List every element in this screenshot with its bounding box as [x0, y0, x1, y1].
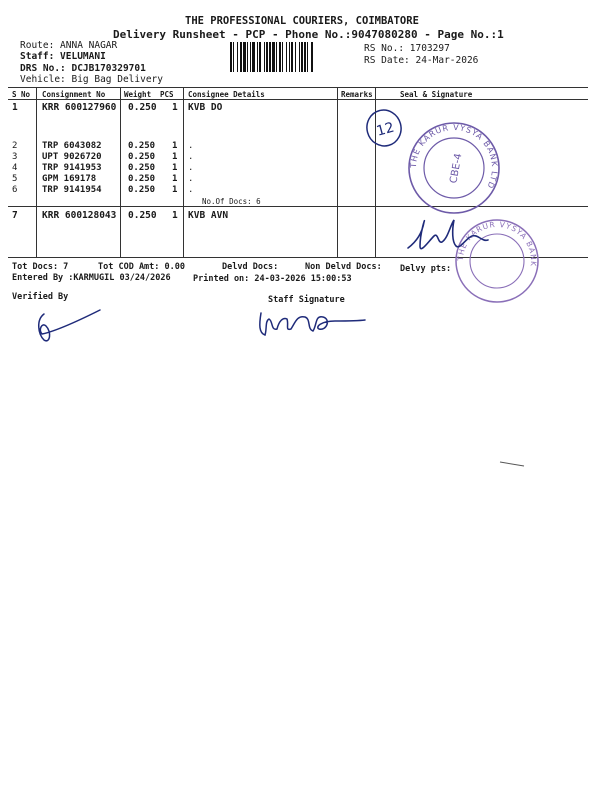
- col-divider-consignee: [337, 87, 338, 257]
- barcode: [230, 42, 360, 72]
- table-row-4-consignment: TRP 9141953: [42, 163, 102, 173]
- col-header-weight: Weight: [124, 90, 152, 99]
- table-row-5-pcs: 1: [172, 174, 178, 184]
- table-row-6-consignee: .: [188, 185, 194, 195]
- table-row-2-pcs: 1: [172, 141, 178, 151]
- no-of-docs: No.Of Docs: 6: [202, 197, 261, 206]
- table-row-7-consignee: KVB AVN: [188, 210, 229, 221]
- table-row-6-weight: 0.250: [128, 185, 156, 195]
- table-row-6-consignment: TRP 9141954: [42, 185, 102, 195]
- col-header-sno: S No: [12, 90, 31, 99]
- table-row-7-consignment: KRR 600128043: [42, 210, 117, 221]
- entered-by: Entered By :KARMUGIL 03/24/2026: [12, 273, 171, 283]
- table-row-7-sno: 7: [12, 210, 18, 221]
- table-row-5-sno: 5: [12, 174, 18, 184]
- table-row-3-consignment: UPT 9026720: [42, 152, 102, 162]
- col-divider-sno: [36, 87, 37, 257]
- col-header-pcs: PCS: [160, 90, 174, 99]
- printed-on: Printed on: 24-03-2026 15:00:53: [193, 274, 352, 284]
- table-row-3-pcs: 1: [172, 152, 178, 162]
- rs-date: RS Date: 24-Mar-2026: [364, 55, 479, 66]
- receiver-signature: [402, 212, 492, 262]
- verified-by-signature: [32, 304, 107, 349]
- table-row-4-sno: 4: [12, 163, 18, 173]
- table-row-2-sno: 2: [12, 141, 18, 151]
- non-delvd-docs: Non Delvd Docs:: [305, 262, 382, 272]
- staff-signature-label: Staff Signature: [268, 295, 345, 305]
- route-label: Route: ANNA NAGAR: [20, 40, 118, 51]
- delvd-docs: Delvd Docs:: [222, 262, 279, 272]
- staff-label: Staff: VELUMANI: [20, 51, 106, 62]
- col-header-remarks: Remarks: [341, 90, 373, 99]
- staff-signature: [255, 305, 370, 345]
- col-header-consignee: Consignee Details: [188, 90, 265, 99]
- drs-number: DRS No.: DCJB170329701: [20, 63, 146, 74]
- col-divider-weight: [183, 87, 184, 257]
- stamp-1-ring-text: THE KARUR VYSYA BANK LTD: [408, 122, 500, 191]
- table-row-1-consignment: KRR 600127960: [42, 102, 117, 113]
- table-row-5-weight: 0.250: [128, 174, 156, 184]
- table-row-3-weight: 0.250: [128, 152, 156, 162]
- table-row-5-consignment: GPM 169178: [42, 174, 97, 184]
- table-row-4-pcs: 1: [172, 163, 178, 173]
- table-row-3-sno: 3: [12, 152, 18, 162]
- table-row-2-consignee: .: [188, 141, 194, 151]
- stamp-2-ring-text: THE KARUR VYSYA BANK: [455, 219, 539, 268]
- table-row-1-consignee: KVB DO: [188, 102, 223, 113]
- table-row-5-consignee: .: [188, 174, 194, 184]
- verified-by-label: Verified By: [12, 292, 69, 302]
- handwritten-remark-circle: [360, 106, 410, 152]
- table-top-border: [8, 87, 588, 88]
- delvy-pts: Delvy pts:: [400, 264, 452, 274]
- tot-docs: Tot Docs: 7: [12, 262, 69, 272]
- tot-cod-amt: Tot COD Amt: 0.00: [98, 262, 185, 272]
- col-header-consignment: Consignment No: [42, 90, 106, 99]
- table-row-6-sno: 6: [12, 185, 18, 195]
- table-row-1-pcs: 1: [172, 102, 178, 113]
- company-title: THE PROFESSIONAL COURIERS, COIMBATORE: [185, 15, 419, 27]
- runsheet-subtitle: Delivery Runsheet - PCP - Phone No.:9047080280 - Page No.:1: [113, 28, 504, 41]
- table-row-4-weight: 0.250: [128, 163, 156, 173]
- table-row-3-consignee: .: [188, 152, 194, 162]
- handwritten-remark-number: 12: [374, 119, 397, 140]
- table-header-border: [8, 99, 588, 100]
- vehicle-label: Vehicle: Big Bag Delivery: [20, 74, 163, 85]
- table-row-7-pcs: 1: [172, 210, 178, 221]
- table-row-1-weight: 0.250: [128, 102, 157, 113]
- table-row-6-pcs: 1: [172, 185, 178, 195]
- col-header-seal: Seal & Signature: [400, 90, 473, 99]
- table-row-1-sno: 1: [12, 102, 18, 113]
- table-row-2-consignment: TRP 6043082: [42, 141, 102, 151]
- stamp-1-center-text: CBE-4: [448, 152, 465, 185]
- rs-number: RS No.: 1703297: [364, 43, 450, 54]
- bank-seal-stamp-1: [404, 118, 504, 218]
- table-row-7-weight: 0.250: [128, 210, 157, 221]
- stray-mark: [498, 458, 528, 470]
- table-row-2-weight: 0.250: [128, 141, 156, 151]
- table-row-4-consignee: .: [188, 163, 194, 173]
- col-divider-cons: [120, 87, 121, 257]
